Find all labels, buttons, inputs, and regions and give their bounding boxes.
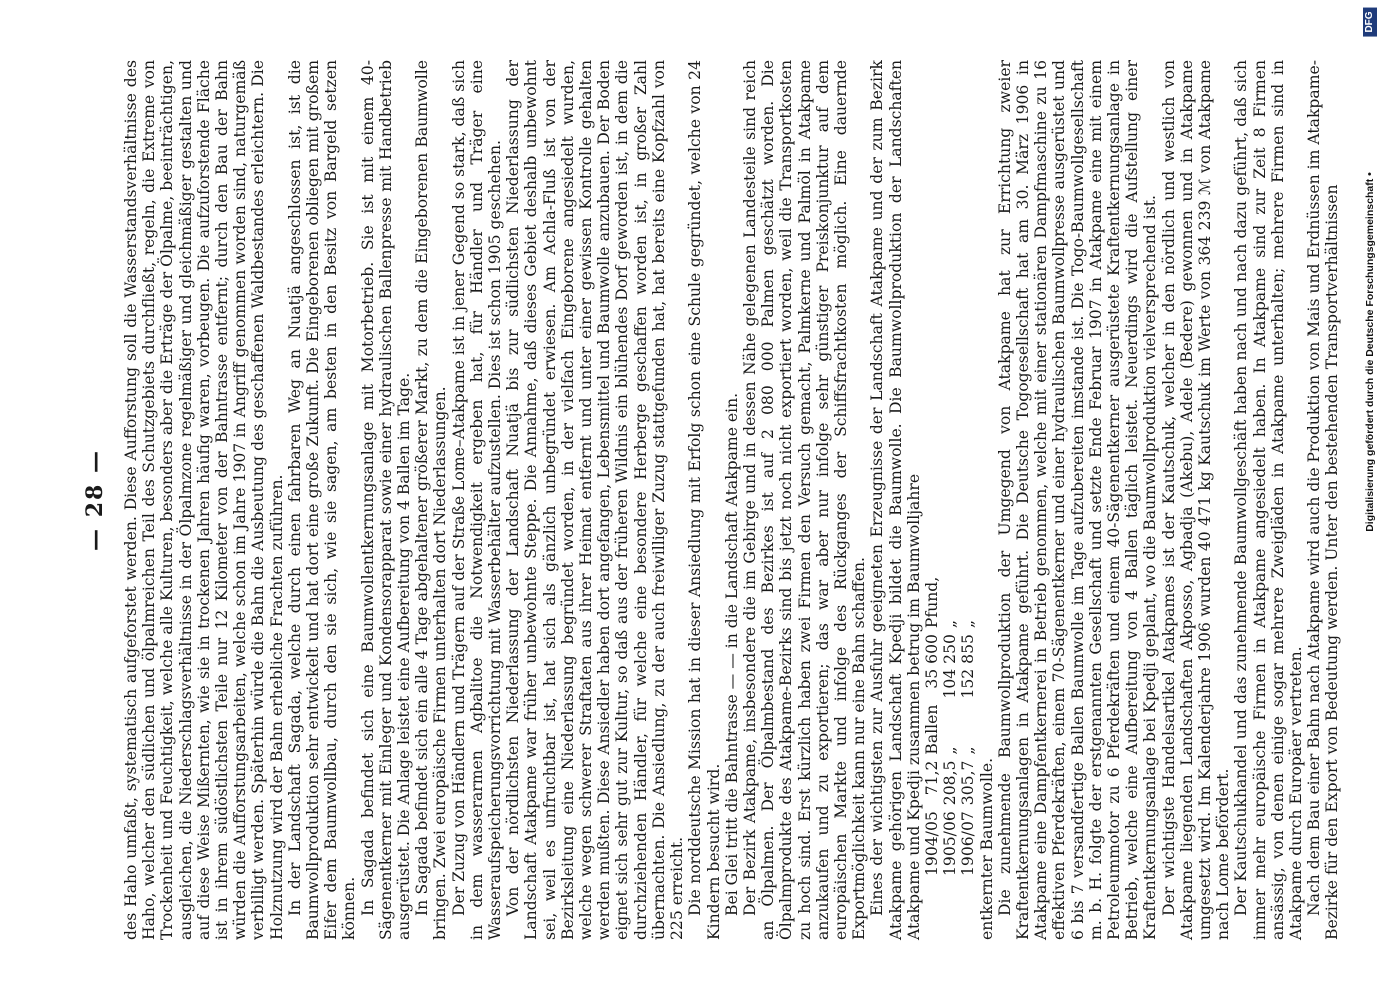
paragraph: In Sagada befindet sich ein alle 4 Tage abgehaltener größerer Markt, zu dem die Eingeborenen Baumwolle bringen. Zwei europäische Firmen unterhalten dort Niederlassungen.: [413, 60, 450, 940]
paragraph: Bei Glei tritt die Bahntrasse — — in die Landschaft Atakpame ein.: [722, 392, 741, 916]
table-cell-bales: 208,5: [941, 760, 960, 806]
table-cell-pound-unit: „: [941, 619, 960, 629]
cotton-production-table: [923, 571, 978, 876]
table-row: [941, 571, 959, 876]
table-cell-unit: „: [941, 746, 960, 755]
paragraph: Die norddeutsche Mission hat in dieser Ansiedlung mit Erfolg schon eine Schule gegründet, welche von 24 Kindern besucht wird.: [686, 60, 723, 940]
table-row: [923, 571, 941, 876]
paragraph: des Haho umfaßt, systematisch aufgeforstet werden. Diese Aufforstung soll die Wasserstandsverhältnisse des Haho, welcher den südlichen und ölpalmreichen Teil des Schutzgebiets durchfließt, regeln, die Extreme von Trockenheit und Feuchtigkeit, welche alle Kulturen, besonders aber die Erträge der Ölpalme, beeinträchtigen, ausgleichen, die Niederschlagsverhältnisse in der Ölpalmzone regelmäßiger und gleichmäßiger gestalten und auf diese Weise Mißernten, wie sie in trockenen Jahren häufig waren, vorbeugen. Die aufzuforstende Fläche ist in ihrem südöstlichsten Teile nur 12 Kilometer von der Bahntrasse entfernt; durch den Bau der Bahn würden die Aufforstungsarbeiten, welche schon im Jahre 1907 in Angriff genommen worden sind, naturgemäß verbilligt werden. Späterhin würde die Bahn die Ausbeutung des geschaffenen Waldbestandes erleichtern. Die Holznutzung wird der Bahn erhebliche Frachten zuführen.: [122, 60, 286, 940]
paragraph: Der Kautschukhandel und das zunehmende Baumwollgeschäft haben nach und nach dazu geführt, daß sich immer mehr europäische Firmen in Atakpame angesiedelt haben. In Atakpame sind zur Zeit 8 Firmen ansässig, von denen einige sogar mehrere Zweigläden in Atakpame unterhalten; mehrere Firmen sind in Atakpame durch Europäer vertreten.: [1232, 60, 1305, 940]
paragraph: Der wichtigste Handelsartikel Atakpames ist der Kautschuk, welcher in den nördlich und westlich von Atakpame liegenden Landschaften Akposso, Agbadja (Akebu), Adele (Bedere) gewonnen und in Atakpame umgesetzt wird. Im Kalenderjahre 1906 wurden 40 471 kg Kautschuk im Werte von 364 239 ℳ von Atakpame nach Lome befördert.: [1159, 60, 1233, 940]
credit-strip: [1357, 0, 1383, 1000]
paragraph: entkernter Baumwolle.: [977, 757, 996, 940]
dfg-logo: DFG: [1363, 7, 1377, 36]
page-number: — 28 —: [82, 449, 108, 551]
body-text: [122, 60, 1342, 940]
table-cell-year: 1905/06: [941, 811, 960, 876]
paragraph: Eines der wichtigsten zur Ausfuhr geeigneten Erzeugnisse der Landschaft Atakpame und der zum Bezirk Atakpame gehörigen Landschaft Kpedji bildet die Baumwolle. Die Baumwollproduktion der Landschaften Atakpame und Kpedji zusammen betrug im Baumwolljahre: [868, 60, 923, 940]
table-cell-year: 1906/07: [959, 811, 978, 876]
table-cell-pound-unit: „: [959, 619, 978, 629]
funding-credit: Digitalisierung gefördert durch die Deutsche Forschungsgemeinschaft •: [1364, 172, 1376, 532]
table-cell-pounds: 104 250: [941, 634, 960, 699]
table-row: [959, 571, 977, 876]
table-cell-unit: „: [959, 746, 978, 755]
table-cell-pounds: 35 600: [922, 634, 941, 689]
paragraph: Der Bezirk Atakpame, insbesondere die im Gebirge und in dessen Nähe gelegenen Landesteile sind reich an Ölpalmen. Der Ölpalmbestand des Bezirkes ist auf 2 080 000 Palmen geschätzt worden. Die Ölpalmprodukte des Atakpame-Bezirks sind bis jetzt noch nicht exportiert worden, weil die Transportkosten zu hoch sind. Erst kürzlich haben zwei Firmen den Versuch gemacht, Palmkerne und Palmöl in Atakpame anzukaufen und zu exportieren; das war aber nur infolge sehr günstiger Preiskonjunktur auf dem europäischen Markte und infolge des Rückganges der Schiffsfrachtkosten möglich. Eine dauernde Exportmöglichkeit kann nur eine Bahn schaffen.: [740, 60, 869, 940]
table-cell-bales: 305,7: [959, 760, 978, 806]
table-cell-unit: Ballen: [922, 704, 941, 755]
table-cell-bales: 71,2: [922, 760, 941, 796]
paragraph: In der Landschaft Sagada, welche durch einen fahrbaren Weg an Nuatjä angeschlossen ist, ist die Baumwollproduktion sehr entwickelt und hat dort eine große Zukunft. Die Eingeborenen obliegen mit großem Eifer dem Baumwollbau, durch den sie sich, wie sie sagen, am besten in den Besitz von Bargeld setzen können.: [285, 60, 359, 940]
paragraph: Die zunehmende Baumwollproduktion der Umgegend von Atakpame hat zur Errichtung zweier Kraftentkernungsanlagen in Atakpame geführt. Die Deutsche Togogesellschaft hat am 30. März 1906 in Atakpame eine Dampfentkernerei in Betrieb genommen, welche mit einer stationären Dampfmaschine zu 16 effektiven Pferdekräften, einem 70-Sägenentkerner und einer hydraulischen Baumwollpresse ausgerüstet und 6 bis 7 versandfertige Ballen Baumwolle im Tage aufzubereiten imstande ist. Die Togo-Baumwollgesellschaft m. b. H. folgte der erstgenannten Gesellschaft und setzte Ende Februar 1907 in Atakpame eine mit einem Petroleummotor zu 6 Pferdekräften und einem 40-Sägenentkerner ausgerüstete Kraftentkernungsanlage in Betrieb, welche eine Aufbereitung von 4 Ballen täglich leistet. Neuerdings wird die Aufstellung einer Kraftentkernungsanlage bei Kpedji geplant, wo die Baumwollproduktion vielversprechend ist.: [995, 60, 1160, 940]
table-cell-pound-unit: Pfund,: [922, 576, 941, 629]
paragraph: Nach dem Bau einer Bahn nach Atakpame wird auch die Produktion von Mais und Erdnüssen im Atakpame-Bezirke für den Export von Bedeutung werden. Unter den bestehenden Transportverhältnissen: [1305, 60, 1342, 940]
paragraph: Der Zuzug von Händlern und Trägern auf der Straße Lome–Atakpame ist in jener Gegend so stark, daß sich in dem wasserarmen Agbalitoe die Notwendigkeit ergeben hat, für Händler und Träger eine Wasseraufspeicherungsvorrichtung mit Wasserbehälter aufzustellen. Dies ist schon 1905 geschehen.: [449, 60, 505, 940]
table-cell-pounds: 152 855: [959, 634, 978, 699]
paragraph: Von der nördlichsten Niederlassung der Landschaft Nuatjä bis zur südlichsten Niederlassung der Landschaft Atakpame war früher unbewohnte Steppe. Die Annahme, daß dieses Gebiet deshalb unbewohnt sei, weil es unfruchtbar ist, hat sich als gänzlich unbegründet erwiesen. Am Achla-Fluß ist von der Bezirksleitung eine Niederlassung begründet worden, in der vielfach Eingeborene angesiedelt wurden, welche wegen schwerer Straftaten aus ihrer Heimat entfernt und unter einer gewissen Kontrolle gehalten werden mußten. Diese Ansiedler haben dort angefangen, Lebensmittel und Baumwolle anzubauen. Der Boden eignet sich sehr gut zur Kultur, so daß aus der früheren Wildnis ein blühendes Dorf geworden ist, in dem die durchziehenden Händler, für welche eine besondere Herberge geschaffen worden ist, in großer Zahl übernachten. Die Ansiedlung, zu der auch freiwilliger Zuzug stattgefunden hat, hat bereits eine Kopfzahl von 225 erreicht.: [504, 60, 687, 940]
rotated-page-content: [82, 60, 1342, 940]
paragraph: In Sagada befindet sich eine Baumwollentkernungsanlage mit Motorbetrieb. Sie ist mit einem 40-Sägenentkerner mit Einleger und Kondensorapparat sowie einer hydraulischen Ballenpresse mit Handbetrieb ausgerüstet. Die Anlage leistet eine Aufbereitung von 4 Ballen im Tage.: [358, 60, 414, 940]
table-cell-year: 1904/05: [922, 811, 941, 876]
